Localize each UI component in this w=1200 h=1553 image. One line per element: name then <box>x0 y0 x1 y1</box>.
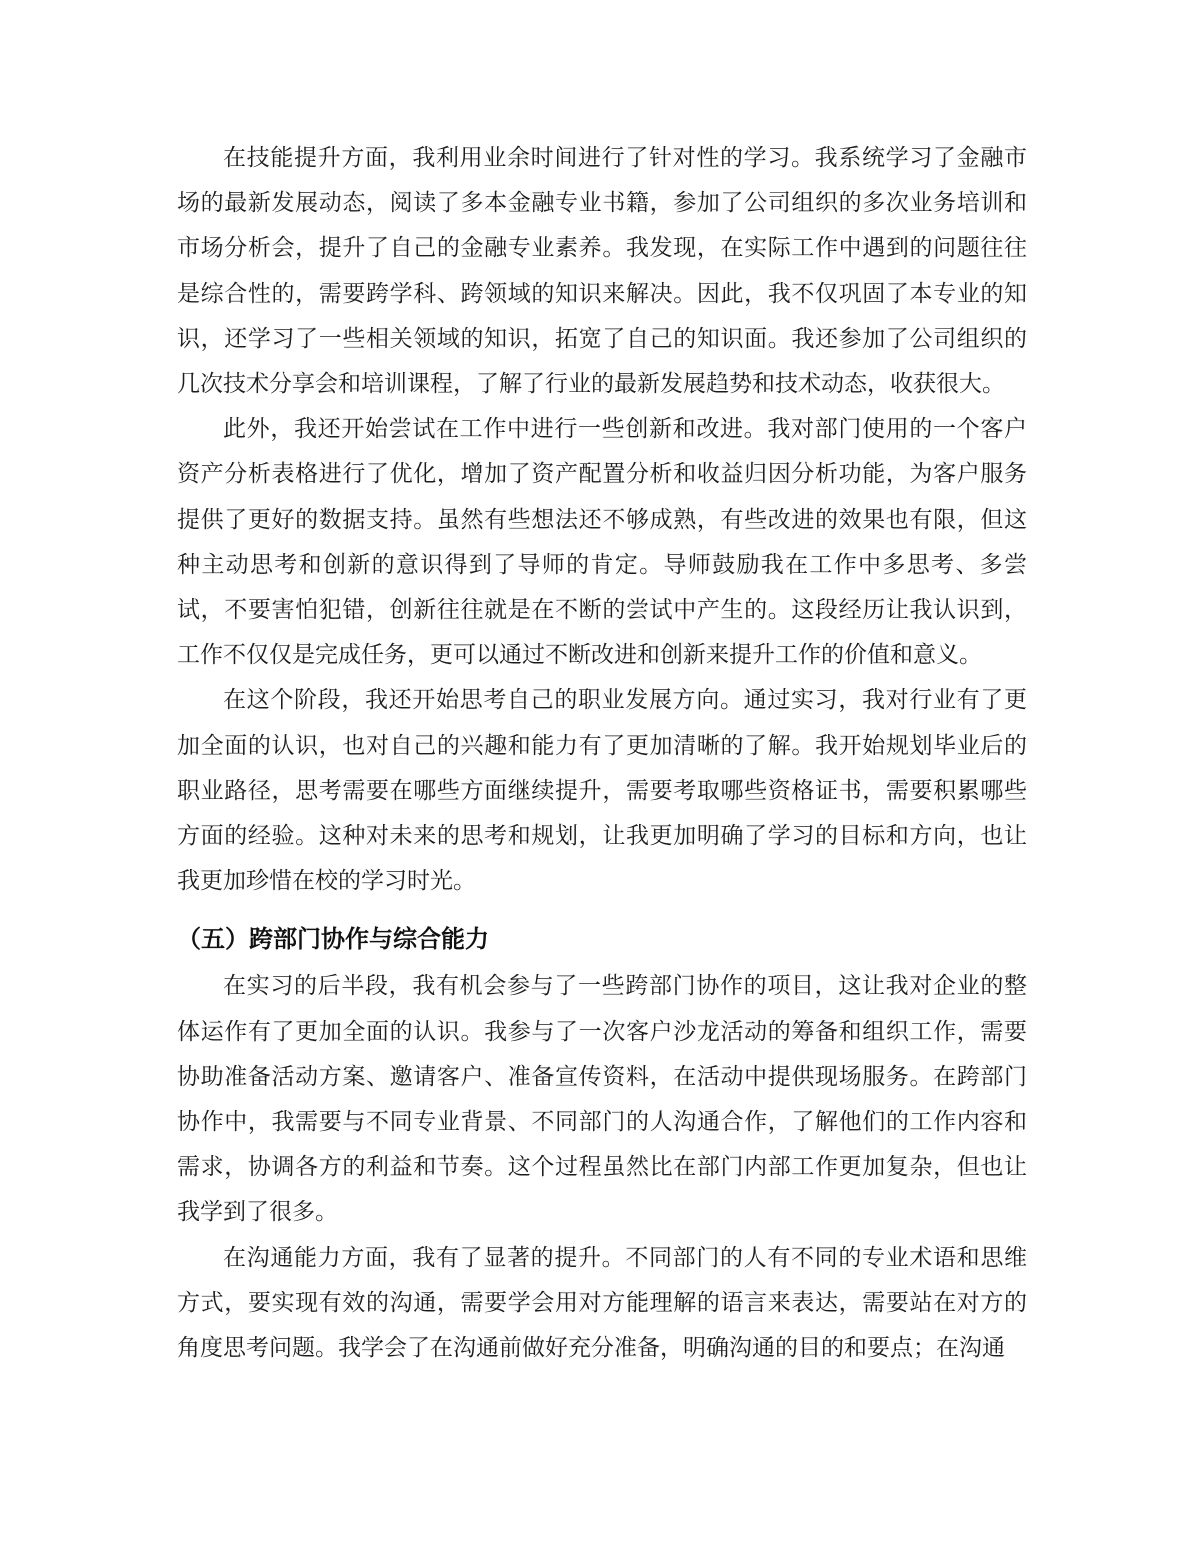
section-heading: （五）跨部门协作与综合能力 <box>177 925 489 954</box>
document-body <box>177 136 1027 1371</box>
paragraph-innovation: 此外，我还开始尝试在工作中进行一些创新和改进。我对部门使用的一个客户资产分析表格进行了优化，增加了资产配置分析和收益归因分析功能，为客户服务提供了更好的数据支持。虽然有些想法还不够成熟，有些改进的效果也有限，但这种主动思考和创新的意识得到了导师的肯定。导师鼓励我在工作中多思考、多尝试，不要害怕犯错，创新往往就是在不断的尝试中产生的。这段经历让我认识到，工作不仅仅是完成任务，更可以通过不断改进和创新来提升工作的价值和意义。 <box>177 416 1027 669</box>
paragraph-communication: 在沟通能力方面，我有了显著的提升。不同部门的人有不同的专业术语和思维方式，要实现有效的沟通，需要学会用对方能理解的语言来表达，需要站在对方的角度思考问题。我学会了在沟通前做好充分准备，明确沟通的目的和要点；在沟通 <box>177 1244 1027 1362</box>
paragraph-career-planning: 在这个阶段，我还开始思考自己的职业发展方向。通过实习，我对行业有了更加全面的认识，也对自己的兴趣和能力有了更加清晰的了解。我开始规划毕业后的职业路径，思考需要在哪些方面继续提升，需要考取哪些资格证书，需要积累哪些方面的经验。这种对未来的思考和规划，让我更加明确了学习的目标和方向，也让我更加珍惜在校的学习时光。 <box>177 687 1027 895</box>
paragraph-skill-improvement: 在技能提升方面，我利用业余时间进行了针对性的学习。我系统学习了金融市场的最新发展动态，阅读了多本金融专业书籍，参加了公司组织的多次业务培训和市场分析会，提升了自己的金融专业素养。我发现，在实际工作中遇到的问题往往是综合性的，需要跨学科、跨领域的知识来解决。因此，我不仅巩固了本专业的知识，还学习了一些相关领域的知识，拓宽了自己的知识面。我还参加了公司组织的几次技术分享会和培训课程，了解了行业的最新发展趋势和技术动态，收获很大。 <box>177 145 1027 398</box>
paragraph-cross-department: 在实习的后半段，我有机会参与了一些跨部门协作的项目，这让我对企业的整体运作有了更加全面的认识。我参与了一次客户沙龙活动的筹备和组织工作，需要协助准备活动方案、邀请客户、准备宣传资料，在活动中提供现场服务。在跨部门协作中，我需要与不同专业背景、不同部门的人沟通合作，了解他们的工作内容和需求，协调各方的利益和节奏。这个过程虽然比在部门内部工作更加复杂，但也让我学到了很多。 <box>177 973 1027 1226</box>
